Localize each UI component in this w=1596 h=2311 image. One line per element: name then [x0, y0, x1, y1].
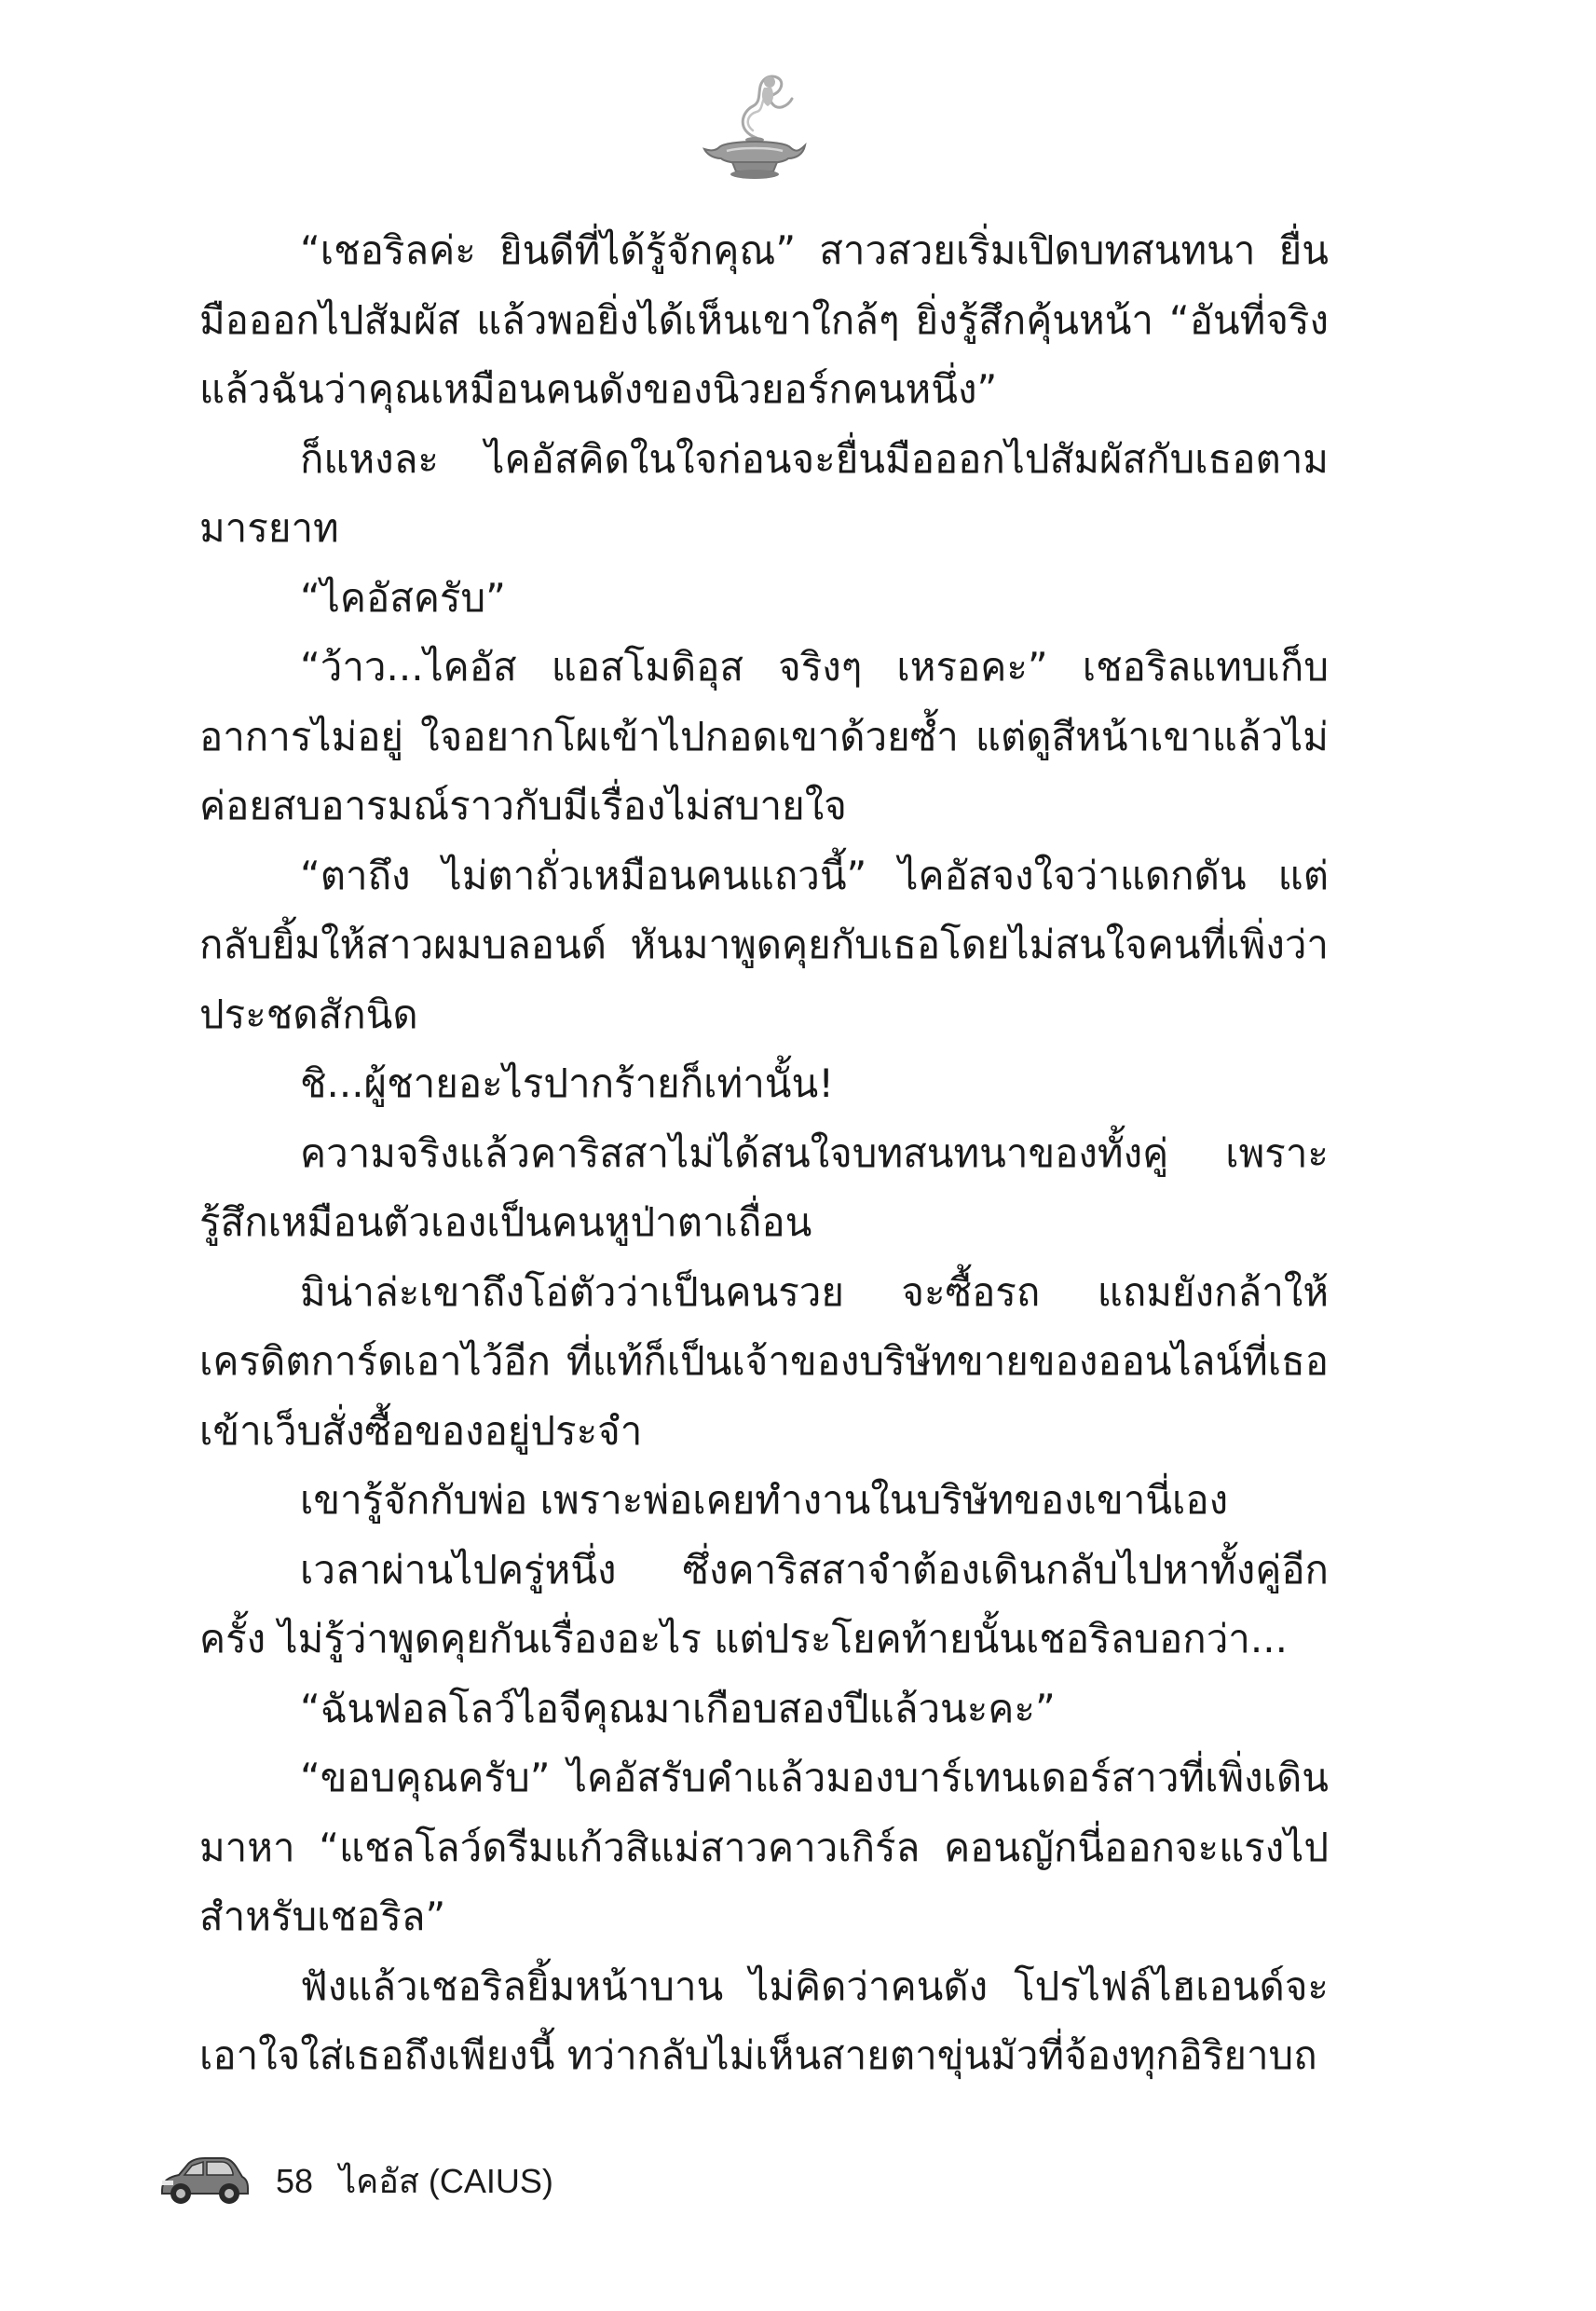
- genie-lamp-icon: [699, 65, 811, 186]
- folio: [276, 2154, 553, 2208]
- paragraph: มิน่าล่ะเขาถึงโอ่ตัวว่าเป็นคนรวย จะซื้อรถ แถมยังกล้าให้เครดิตการ์ดเอาไว้อีก ที่แท้ก็เป็นเจ้าของบริษัทขายของออนไลน์ที่เธอเข้าเว็บสั่งซื้อของอยู่ประจำ: [199, 1268, 1329, 1454]
- body-text: [199, 216, 1329, 2091]
- paragraph: “ขอบคุณครับ” ไคอัสรับคำแล้วมองบาร์เทนเดอร์สาวที่เพิ่งเดินมาหา “แชลโลว์ดรีมแก้วสิแม่สาวคาวเกิร์ล คอนญักนี่ออกจะแรงไปสำหรับเชอริล”: [199, 1755, 1329, 1939]
- book-title: ไคอัส (CAIUS): [339, 2161, 553, 2200]
- car-icon: [157, 2153, 250, 2208]
- paragraph: “ฉันฟอลโลว์ไอจีคุณมาเกือบสองปีแล้วนะคะ”: [300, 1685, 1056, 1731]
- paragraph: เขารู้จักกับพ่อ เพราะพ่อเคยทำงานในบริษัทของเขานี่เอง: [300, 1477, 1229, 1523]
- paragraph: ฟังแล้วเชอริลยิ้มหน้าบาน ไม่คิดว่าคนดัง โปรไฟล์ไฮเอนด์จะเอาใจใส่เธอถึงเพียงนี้ ทว่ากลับไม่เห็นสายตาขุ่นมัวที่จ้องทุกอิริยาบถ: [199, 1962, 1329, 2078]
- paragraph: “เชอริลค่ะ ยินดีที่ได้รู้จักคุณ” สาวสวยเริ่มเปิดบทสนทนา ยื่นมือออกไปสัมผัส แล้วพอยิ่งได้เห็นเขาใกล้ๆ ยิ่งรู้สึกคุ้นหน้า “อันที่จริงแล้วฉันว่าคุณเหมือนคนดังของนิวยอร์กคนหนึ่ง”: [199, 227, 1329, 412]
- paragraph: “ไคอัสครับ”: [300, 574, 506, 621]
- page-footer: [157, 2148, 553, 2213]
- paragraph: “ว้าว...ไคอัส แอสโมดิอุส จริงๆ เหรอคะ” เชอริลแทบเก็บอาการไม่อยู่ ใจอยากโผเข้าไปกอดเขาด้วยซ้ำ แต่ดูสีหน้าเขาแล้วไม่ค่อยสบอารมณ์ราวกับมีเรื่องไม่สบายใจ: [199, 644, 1329, 828]
- paragraph: ก็แหงละ ไคอัสคิดในใจก่อนจะยื่นมือออกไปสัมผัสกับเธอตามมารยาท: [199, 435, 1329, 551]
- paragraph: “ตาถึง ไม่ตาถั่วเหมือนคนแถวนี้” ไคอัสจงใจว่าแดกดัน แต่กลับยิ้มให้สาวผมบลอนด์ หันมาพูดคุยกับเธอโดยไม่สนใจคนที่เพิ่งว่าประชดสักนิด: [199, 852, 1329, 1037]
- page-number: 58: [276, 2161, 314, 2200]
- paragraph: ชิ...ผู้ชายอะไรปากร้ายก็เท่านั้น!: [300, 1060, 835, 1106]
- paragraph: เวลาผ่านไปครู่หนึ่ง ซึ่งคาริสสาจำต้องเดินกลับไปหาทั้งคู่อีกครั้ง ไม่รู้ว่าพูดคุยกันเรื่องอะไร แต่ประโยคท้ายนั้นเชอริลบอกว่า...: [199, 1546, 1329, 1661]
- paragraph: ความจริงแล้วคาริสสาไม่ได้สนใจบทสนทนาของทั้งคู่ เพราะรู้สึกเหมือนตัวเองเป็นคนหูป่าตาเถื่อน: [199, 1129, 1329, 1245]
